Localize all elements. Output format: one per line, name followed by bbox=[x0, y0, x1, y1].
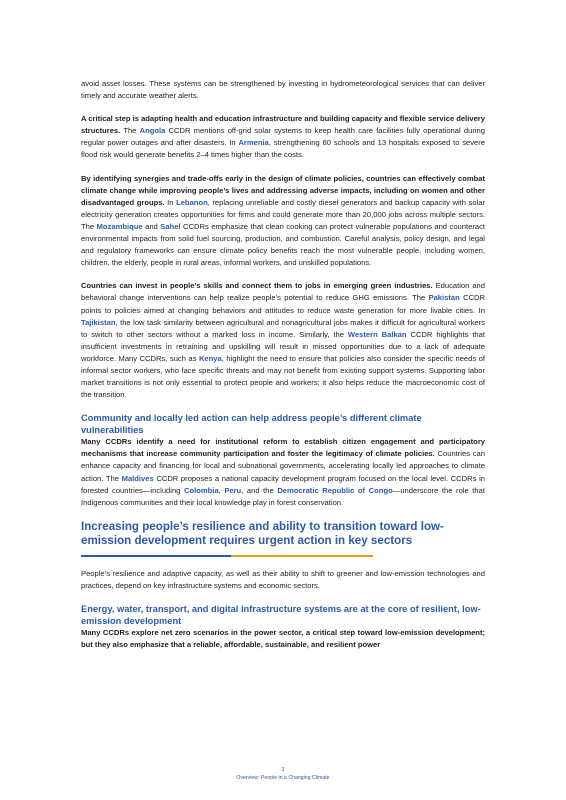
paragraph-resilience-capacity: People’s resilience and adaptive capacity, as well as their ability to shift to greener and low-emission technologies and practices, depend on key infrastructure systems and economic sectors. bbox=[81, 568, 485, 590]
page-number: 3 bbox=[281, 767, 285, 773]
lead-sentence: A critical step is adapting health and education infrastructure and building capacity and flexible service delivery structures. bbox=[81, 114, 485, 136]
paragraph-synergies: By identifying synergies and trade-offs early in the design of climate policies, countries can effectively combat climate change while improving people’s lives and addressing adverse impacts, including on women and other disadvantaged groups. In Lebanon, replacing unreliable and costly diesel generators and backup capacity with solar electricity generation creates opportunities for firms and could generate more than 20,000 jobs across multiple sectors. The Mozambique and Sahel CCDRs emphasize that clean cooking can protect vulnerable populations and counteract environmental impacts from solid fuel sourcing, production, and combustion. Careful analysis, policy design, and legal and regulatory frameworks can ensure climate policy benefits reach the most vulnerable people, including women, children, the elderly, people in rural areas, informal workers, and unskilled populations. bbox=[81, 173, 485, 268]
country-link-peru[interactable]: Peru bbox=[224, 485, 242, 495]
country-link-angola[interactable]: Angola bbox=[139, 126, 166, 136]
lead-sentence: Countries can invest in people’s skills and connect them to jobs in emerging green industries. bbox=[81, 281, 433, 291]
country-link-colombia[interactable]: Colombia bbox=[184, 485, 219, 495]
country-link-armenia[interactable]: Armenia bbox=[238, 138, 269, 148]
country-link-drc[interactable]: Democratic Republic of Congo bbox=[277, 485, 393, 495]
paragraph-institutional-reform: Many CCDRs identify a need for institutional reform to establish citizen engagement and participatory mechanisms that increase community participation and foster the legitimacy of climate policies. Countries can enhance capacity and financing for local and subnational governments, accelerating locally led approaches to climate action. The Maldives CCDR proposes a national capacity development program focused on the local level. CCDRs in forested countries—including Colombia, Peru, and the Democratic Republic of Congo—underscore the role that Indigenous communities and their local knowledge play in forest conservation. bbox=[81, 437, 485, 507]
country-link-western-balkan[interactable]: Western Balkan bbox=[347, 329, 407, 339]
heading-community-action: Community and locally led action can help address people’s different climate vulnerabilities bbox=[81, 413, 422, 436]
paragraph-net-zero bbox=[81, 627, 485, 651]
paragraph-asset-losses: avoid asset losses. These systems can be strengthened by investing in hydrometeorological services that can deliver timely and accurate weather alerts. bbox=[81, 79, 485, 101]
page-content bbox=[81, 78, 485, 651]
paragraph-health-education: A critical step is adapting health and education infrastructure and building capacity and flexible service delivery structures. The Angola CCDR mentions off-grid solar systems to keep health care facilities fully operational during regular power outages and after disasters. In Armenia, strengthening 60 schools and 13 hospitals exposed to severe flood risk would generate benefits 2–4 times higher than the costs. bbox=[81, 114, 486, 160]
country-link-kenya[interactable]: Kenya bbox=[198, 353, 222, 363]
heading-infrastructure-systems: Energy, water, transport, and digital infrastructure systems are at the core of resilient, low-emission development bbox=[81, 603, 481, 626]
country-link-sahel[interactable]: Sahel bbox=[160, 221, 181, 231]
country-link-maldives[interactable]: Maldives bbox=[121, 473, 154, 483]
country-link-mozambique[interactable]: Mozambique bbox=[96, 221, 143, 231]
lead-sentence: By identifying synergies and trade-offs early in the design of climate policies, countries can effectively combat climate change while improving people’s lives and addressing adverse impacts, including on women and other disadvantaged groups. bbox=[81, 173, 485, 207]
lead-sentence: Many CCDRs explore net zero scenarios in the power sector, a critical step toward low-emission development; but they also emphasize that a reliable, affordable, sustainable, and resilient power bbox=[81, 627, 485, 649]
page-footer bbox=[0, 766, 566, 782]
country-link-lebanon[interactable]: Lebanon bbox=[176, 197, 208, 207]
country-link-pakistan[interactable]: Pakistan bbox=[428, 293, 460, 303]
lead-sentence: Many CCDRs identify a need for institutional reform to establish citizen engagement and participatory mechanisms that increase community participation and foster the legitimacy of climate policies. bbox=[81, 437, 485, 459]
country-link-tajikistan[interactable]: Tajikistan bbox=[81, 317, 116, 327]
heading-resilience: Increasing people’s resilience and ability to transition toward low-emission development requires urgent action in key sectors bbox=[81, 519, 444, 548]
footer-title: Overview: People in a Changing Climate bbox=[236, 775, 330, 781]
paragraph-skills-jobs: Countries can invest in people’s skills and connect them to jobs in emerging green industries. Education and behavioral change interventions can help realize people’s potential to reduce GHG emissions. The Pakistan CCDR points to policies aimed at changing behaviors and attitudes to reduce waste generation for more livable cities. In Tajikistan, the low task similarity between agricultural and nonagricultural jobs makes it difficult for agricultural workers to switch to other sectors without a marked loss in income. Similarly, the Western Balkan CCDR highlights that insufficient investments in retraining and upskilling will result in missed opportunities due to a lack of adequate workforce. Many CCDRs, such as Kenya, highlight the need to ensure that policies also consider the specific needs of informal sector workers, who face specific threats and may not benefit from existing support systems. Supporting labor market transitions is not only essential to protect people and workers; it also helps reduce the macroeconomic cost of the transition. bbox=[81, 281, 486, 400]
